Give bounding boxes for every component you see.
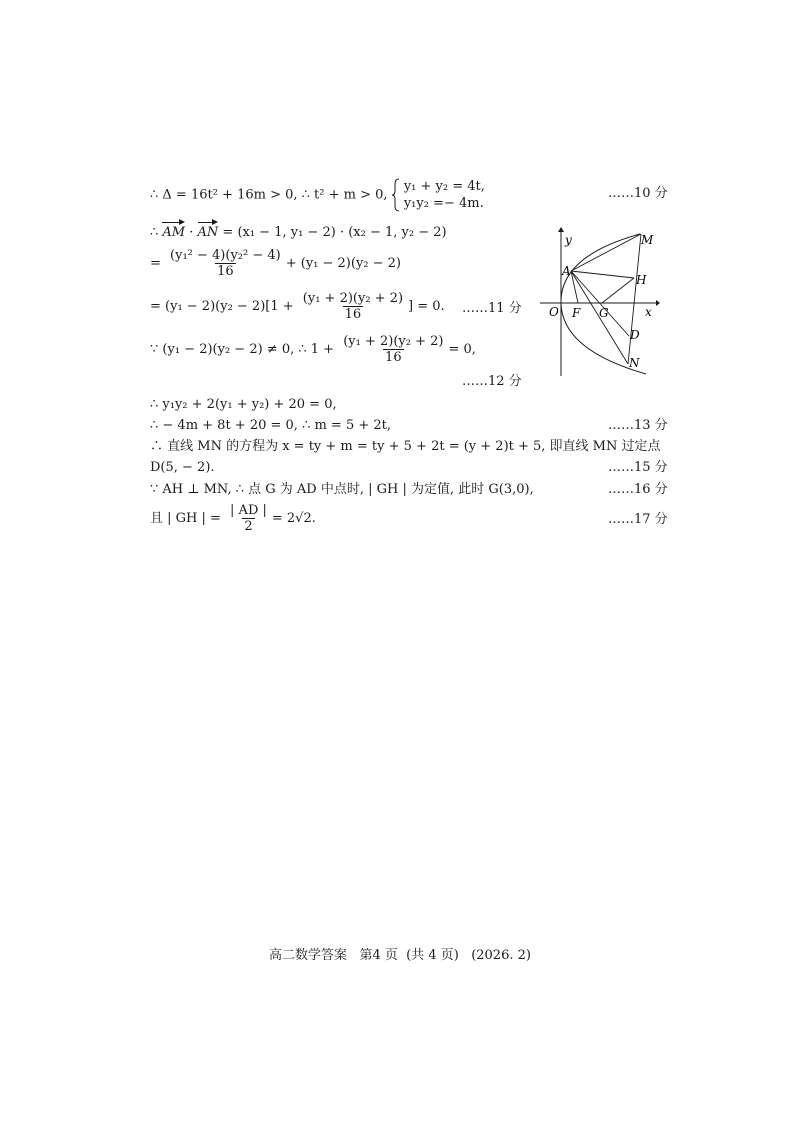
score-12: ……12 分 — [462, 374, 522, 389]
dot-product-expansion: = (x₁ − 1, y₁ − 2) · (x₂ − 1, y₂ − 2) — [218, 225, 447, 240]
brace-icon — [392, 178, 400, 212]
line-perpendicular: ∵ AH ⊥ MN, ∴ 点 G 为 AD 中点时, | GH | 为定值, 此时 G(3,0), — [150, 482, 534, 497]
label-a: A — [562, 264, 571, 278]
fraction-ad-half — [228, 503, 269, 534]
therefore-symbol: ∴ — [150, 225, 163, 240]
line-substitution-tail: + (y₁ − 2)(y₂ − 2) — [285, 256, 401, 271]
label-n: N — [629, 356, 640, 370]
fraction-denominator: 16 — [385, 350, 402, 365]
parabola-figure — [538, 226, 660, 378]
fraction-numerator: (y₁ + 2)(y₂ + 2) — [343, 334, 444, 349]
line-factored-tail: ] = 0. — [408, 299, 445, 314]
y-axis-arrow-icon — [558, 227, 564, 232]
line-relation: ∴ y₁y₂ + 2(y₁ + y₂) + 20 = 0, — [150, 397, 337, 412]
line-gh-head: 且 | GH | = — [150, 511, 226, 526]
score-15: ……15 分 — [608, 460, 668, 475]
label-m: M — [641, 233, 654, 247]
label-h: H — [636, 273, 647, 287]
line-gh-length — [150, 503, 316, 534]
vieta-product: y₁y₂ =− 4m. — [403, 196, 484, 211]
segment-gh — [602, 278, 634, 303]
line-substitution — [150, 248, 401, 279]
line-m-value: ∴ − 4m + 8t + 20 = 0, ∴ m = 5 + 2t, — [150, 418, 392, 433]
fraction-numerator: | AD | — [230, 503, 267, 518]
segment-af — [571, 271, 578, 303]
line-factored-head: = (y₁ − 2)(y₂ − 2)[1 + — [150, 299, 298, 314]
line-nonzero-head: ∵ (y₁ − 2)(y₂ − 2) ≠ 0, ∴ 1 + — [150, 342, 339, 357]
vieta-system — [404, 178, 485, 212]
segment-mn — [628, 234, 641, 364]
fraction-nonzero — [341, 334, 445, 365]
label-g: G — [599, 306, 609, 320]
score-13: ……13 分 — [608, 418, 668, 433]
equals-sign: = — [150, 256, 166, 271]
label-o: O — [549, 305, 559, 319]
vector-an: AN — [197, 225, 219, 240]
line-mn-equation: ∴ 直线 MN 的方程为 x = ty + m = ty + 5 + 2t = (y + 2)t + 5, 即直线 MN 过定点 — [150, 439, 661, 454]
label-y: y — [565, 233, 572, 247]
line-discriminant-text: ∴ Δ = 16t² + 16m > 0, ∴ t² + m > 0, — [150, 187, 388, 203]
label-f: F — [572, 306, 581, 320]
score-10: ……10 分 — [608, 186, 668, 201]
line-nonzero — [150, 334, 476, 365]
line-dot-product — [150, 225, 447, 241]
dot-operator: · — [185, 225, 198, 240]
fraction-denominator: 16 — [344, 307, 362, 322]
vieta-sum: y₁ + y₂ = 4t, — [403, 179, 485, 194]
fraction-numerator: (y₁ + 2)(y₂ + 2) — [302, 291, 404, 306]
score-11: ……11 分 — [462, 301, 522, 316]
fraction-squares — [168, 248, 283, 279]
vector-am: AM — [162, 225, 186, 240]
line-factored — [150, 291, 445, 322]
parabola-curve — [561, 234, 646, 374]
x-axis-arrow-icon — [656, 300, 660, 306]
line-nonzero-tail: = 0, — [448, 342, 476, 357]
score-17: ……17 分 — [608, 512, 668, 527]
line-gh-tail: = 2√2. — [271, 511, 316, 526]
page-footer: 高二数学答案 第4 页 (共 4 页) (2026. 2) — [269, 948, 531, 963]
line-fixed-point: D(5, − 2). — [150, 460, 215, 475]
segment-am — [571, 234, 641, 271]
line-discriminant — [150, 178, 485, 212]
fraction-factored — [301, 291, 405, 322]
fraction-denominator: 2 — [244, 519, 253, 534]
label-d: D — [630, 328, 640, 342]
fraction-numerator: (y₁² − 4)(y₂² − 4) — [170, 248, 281, 263]
fraction-denominator: 16 — [217, 264, 234, 279]
score-16: ……16 分 — [608, 482, 668, 497]
segment-ah — [571, 271, 634, 278]
label-x: x — [645, 305, 652, 319]
